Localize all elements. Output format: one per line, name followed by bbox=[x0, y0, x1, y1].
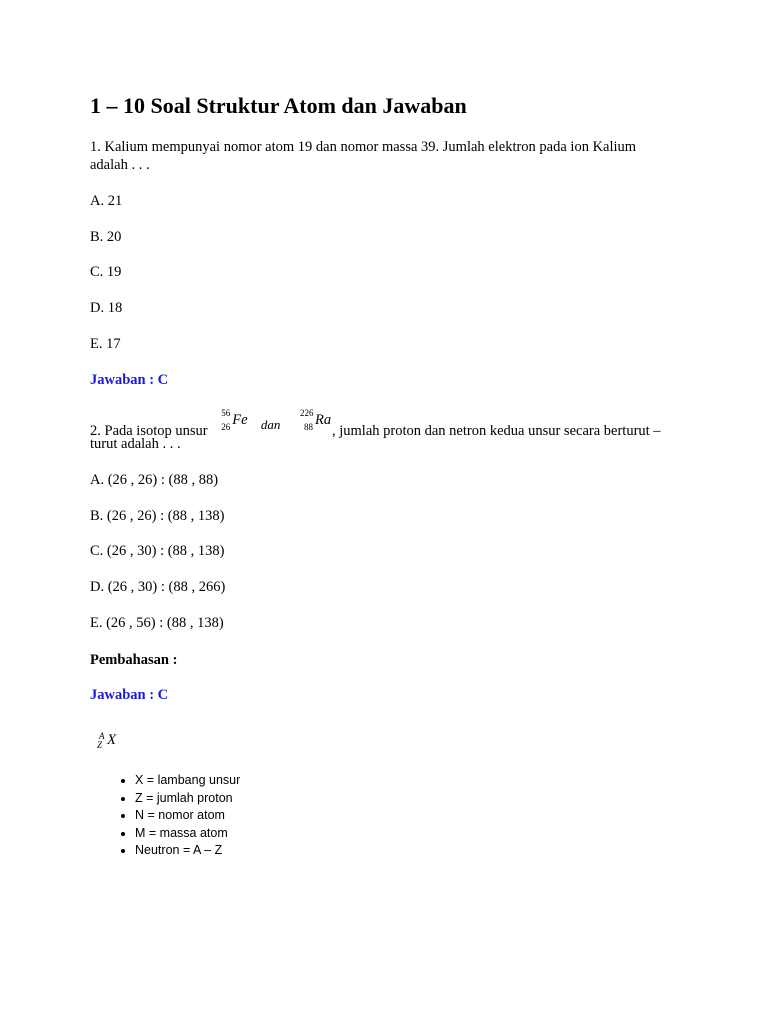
list-item: • X = lambang unsur bbox=[135, 772, 240, 790]
q2-suffix: , jumlah proton dan netron kedua unsur secara berturut – bbox=[331, 423, 661, 439]
fe-atomic-number: 26 bbox=[221, 422, 231, 432]
q1-option-d: D. 18 bbox=[90, 300, 123, 316]
ra-symbol: Ra bbox=[314, 412, 332, 428]
q2-option-c: C. (26 , 30) : (88 , 138) bbox=[90, 543, 225, 559]
q2-option-b: B. (26 , 26) : (88 , 138) bbox=[90, 508, 225, 524]
q1-answer: Jawaban : C bbox=[90, 372, 169, 388]
list-item: • M = massa atom bbox=[135, 825, 240, 843]
q2-answer: Jawaban : C bbox=[90, 687, 169, 703]
ra-mass-number: 226 bbox=[299, 408, 314, 418]
q2-option-a: A. (26 , 26) : (88 , 88) bbox=[90, 472, 219, 488]
ra-isotope bbox=[299, 408, 332, 435]
notation-mass: A bbox=[99, 731, 105, 741]
q2-option-e: E. (26 , 56) : (88 , 138) bbox=[90, 615, 224, 631]
nuclide-notation bbox=[97, 732, 127, 750]
q1-text-line2: adalah . . . bbox=[90, 157, 150, 173]
fe-symbol: Fe bbox=[232, 412, 248, 428]
page-title: 1 – 10 Soal Struktur Atom dan Jawaban bbox=[90, 93, 467, 118]
q1-option-e: E. 17 bbox=[90, 336, 121, 352]
ra-atomic-number: 88 bbox=[303, 422, 313, 432]
q2-option-d: D. (26 , 30) : (88 , 266) bbox=[90, 579, 226, 595]
definition-list bbox=[90, 772, 240, 860]
q1-option-b: B. 20 bbox=[90, 229, 122, 245]
q2-discussion-heading: Pembahasan : bbox=[90, 652, 178, 668]
q1-option-a: A. 21 bbox=[90, 193, 123, 209]
list-item: • Neutron = A – Z bbox=[135, 842, 240, 860]
list-item: • N = nomor atom bbox=[135, 807, 240, 825]
notation-symbol: X bbox=[107, 732, 117, 748]
fe-isotope bbox=[221, 408, 251, 435]
fe-mass-number: 56 bbox=[221, 408, 231, 418]
conjunction-dan: dan bbox=[260, 417, 281, 432]
q1-text-line1: 1. Kalium mempunyai nomor atom 19 dan nomor massa 39. Jumlah elektron pada ion Kalium bbox=[90, 139, 637, 155]
list-item: • Z = jumlah proton bbox=[135, 790, 240, 808]
q1-option-c: C. 19 bbox=[90, 264, 122, 280]
q2-text-line2: turut adalah . . . bbox=[90, 436, 181, 452]
q2-prefix: 2. Pada isotop unsur bbox=[90, 423, 208, 439]
notation-atomic: Z bbox=[97, 740, 103, 750]
